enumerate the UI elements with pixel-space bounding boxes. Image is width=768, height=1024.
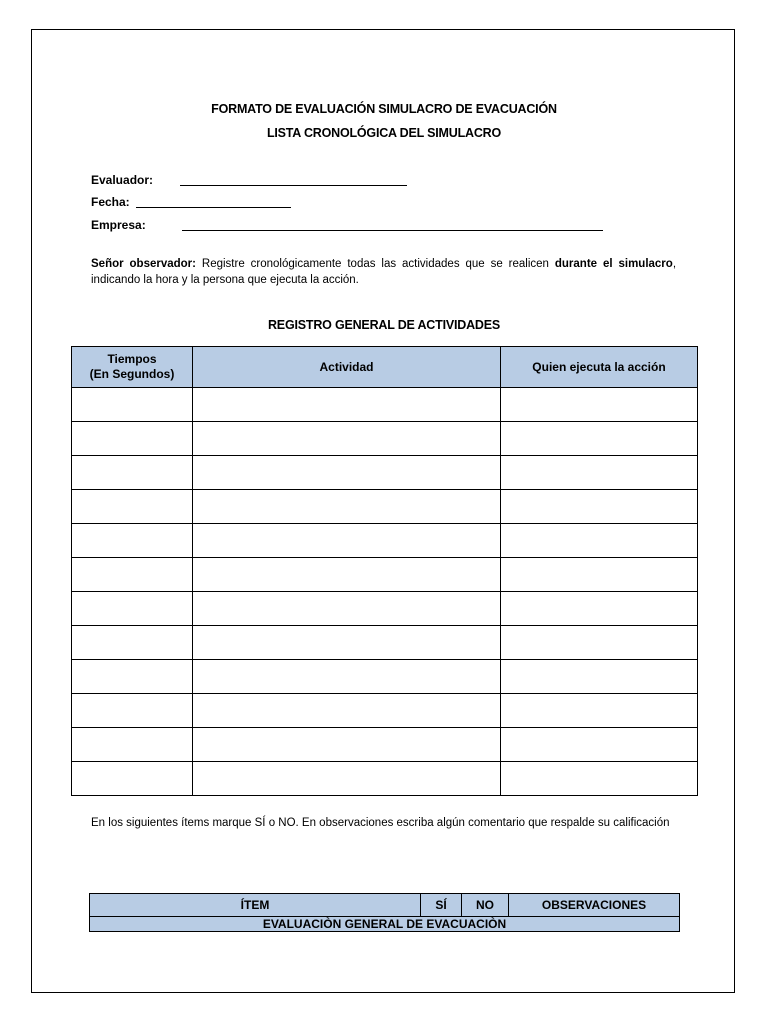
quien-cell[interactable]: [501, 422, 698, 456]
column-header-si: SÍ: [421, 894, 462, 917]
empresa-line: [182, 229, 603, 231]
quien-cell[interactable]: [501, 592, 698, 626]
tiempo-cell[interactable]: [72, 762, 193, 796]
table-row: [72, 660, 698, 694]
tiempo-cell[interactable]: [72, 728, 193, 762]
table-header-row: [72, 347, 698, 388]
column-header-observaciones: OBSERVACIONES: [509, 894, 680, 917]
quien-cell[interactable]: [501, 456, 698, 490]
actividad-cell[interactable]: [193, 558, 501, 592]
evaluation-note: En los siguientes ítems marque SÍ o NO. En observaciones escriba algún comentario que respalde su calificación: [91, 817, 670, 829]
actividad-cell[interactable]: [193, 626, 501, 660]
tiempos-line-1: Tiempos: [107, 352, 157, 366]
quien-cell[interactable]: [501, 524, 698, 558]
tiempo-cell[interactable]: [72, 422, 193, 456]
table-row: [72, 592, 698, 626]
quien-cell[interactable]: [501, 558, 698, 592]
column-header-no: NO: [462, 894, 509, 917]
column-header-tiempos: [72, 347, 193, 388]
table-row: [72, 388, 698, 422]
table-row: [72, 626, 698, 660]
tiempo-cell[interactable]: [72, 694, 193, 728]
column-header-quien: Quien ejecuta la acción: [501, 347, 698, 388]
actividad-cell[interactable]: [193, 524, 501, 558]
tiempo-cell[interactable]: [72, 558, 193, 592]
evaluation-header-row: [90, 894, 680, 917]
actividad-cell[interactable]: [193, 728, 501, 762]
quien-cell[interactable]: [501, 626, 698, 660]
quien-cell[interactable]: [501, 694, 698, 728]
instructions-lead: Señor observador:: [91, 258, 196, 270]
quien-cell[interactable]: [501, 490, 698, 524]
fecha-label: Fecha:: [91, 195, 130, 209]
evaluation-section-row: [90, 917, 680, 932]
evaluador-field: [91, 173, 407, 187]
actividad-cell[interactable]: [193, 422, 501, 456]
evaluation-table: [89, 893, 680, 932]
fecha-field: [91, 195, 291, 209]
actividad-cell[interactable]: [193, 388, 501, 422]
registro-title: REGISTRO GENERAL DE ACTIVIDADES: [267, 318, 501, 332]
quien-cell[interactable]: [501, 762, 698, 796]
quien-cell[interactable]: [501, 660, 698, 694]
table-row: [72, 694, 698, 728]
empresa-label: Empresa:: [91, 218, 146, 232]
tiempo-cell[interactable]: [72, 490, 193, 524]
actividad-cell[interactable]: [193, 762, 501, 796]
document-title: FORMATO DE EVALUACIÓN SIMULACRO DE EVACUACIÓN: [211, 102, 557, 116]
quien-cell[interactable]: [501, 728, 698, 762]
column-header-item: ÍTEM: [90, 894, 421, 917]
quien-cell[interactable]: [501, 388, 698, 422]
activity-log-table: [71, 346, 698, 796]
table-row: [72, 422, 698, 456]
table-row: [72, 490, 698, 524]
actividad-cell[interactable]: [193, 694, 501, 728]
tiempo-cell[interactable]: [72, 456, 193, 490]
actividad-cell[interactable]: [193, 660, 501, 694]
table-row: [72, 558, 698, 592]
table-row: [72, 524, 698, 558]
evaluation-section-title: EVALUACIÒN GENERAL DE EVACUACIÒN: [90, 917, 680, 932]
tiempo-cell[interactable]: [72, 388, 193, 422]
actividad-cell[interactable]: [193, 592, 501, 626]
tiempo-cell[interactable]: [72, 626, 193, 660]
tiempo-cell[interactable]: [72, 592, 193, 626]
tiempo-cell[interactable]: [72, 524, 193, 558]
table-row: [72, 762, 698, 796]
column-header-actividad: Actividad: [193, 347, 501, 388]
table-row: [72, 728, 698, 762]
actividad-cell[interactable]: [193, 456, 501, 490]
tiempo-cell[interactable]: [72, 660, 193, 694]
fecha-line: [136, 206, 291, 208]
actividad-cell[interactable]: [193, 490, 501, 524]
empresa-field: [91, 218, 603, 232]
tiempos-line-2: (En Segundos): [89, 367, 175, 381]
instructions-emphasis: durante el simulacro: [554, 258, 673, 270]
table-row: [72, 456, 698, 490]
observer-instructions: [91, 256, 676, 288]
instructions-text-1: Registre cronológicamente todas las actividades que se realicen: [195, 258, 555, 270]
instructions-text-2: , indicando la hora y la persona que ejecuta la acción.: [91, 258, 677, 286]
evaluador-line: [180, 184, 407, 186]
document-subtitle: LISTA CRONOLÓGICA DEL SIMULACRO: [266, 126, 502, 140]
evaluador-label: Evaluador:: [91, 173, 154, 187]
